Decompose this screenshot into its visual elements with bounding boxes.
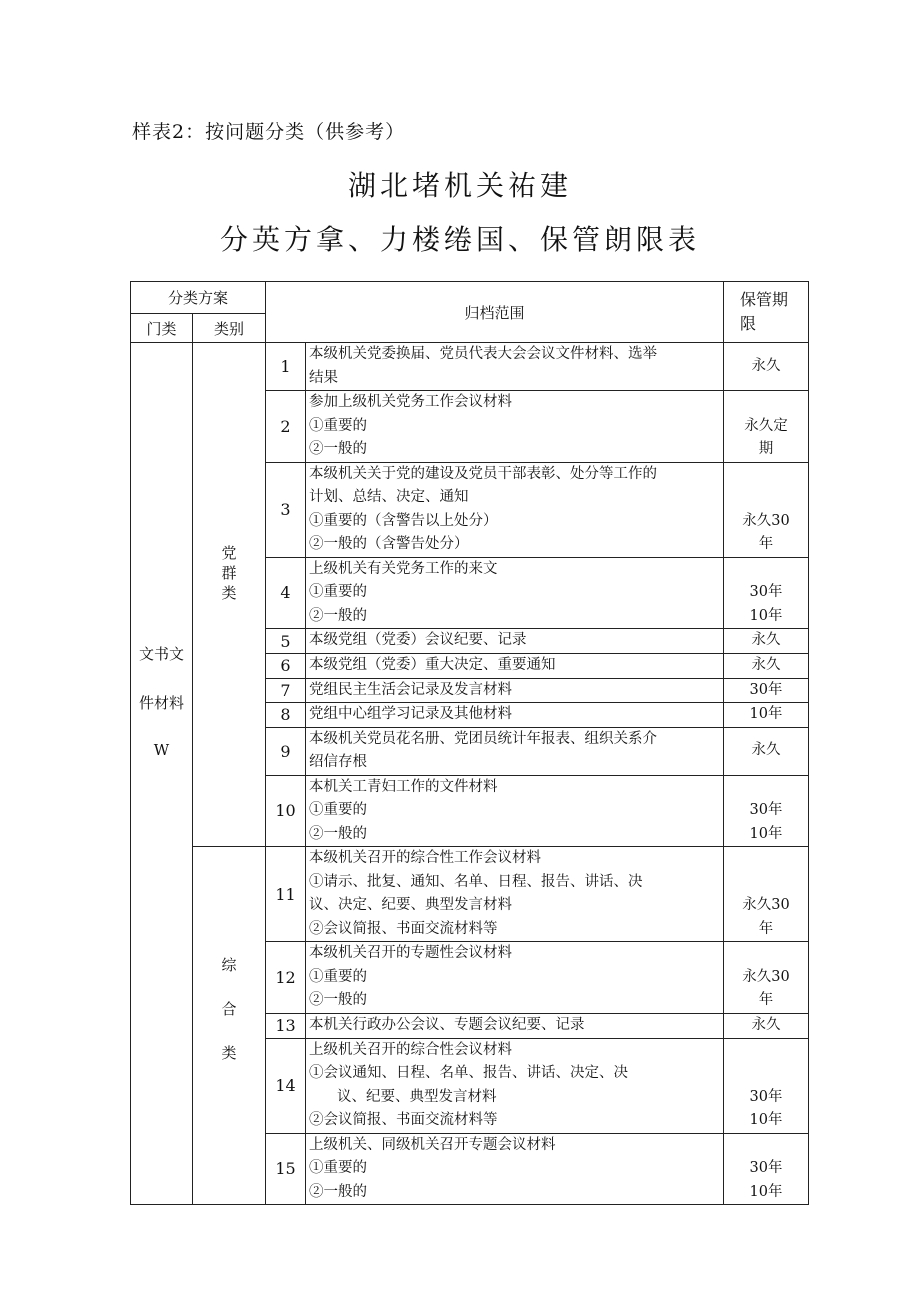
archive-range-cell <box>306 1013 724 1038</box>
archive-range-cell <box>306 775 724 847</box>
row-number: 2 <box>266 391 306 463</box>
archive-range-line: 议、纪要、典型发言材料 <box>337 1088 497 1105</box>
archive-range-line: 上级机关有关党务工作的来文 <box>309 560 498 577</box>
archive-range-cell <box>306 557 724 629</box>
retention-line: 永久 <box>751 357 781 374</box>
archive-range-cell <box>306 629 724 654</box>
archive-range-line: 本级机关党员花名册、党团员统计年报表、组织关系介 <box>309 730 658 747</box>
retention-cell <box>724 678 809 703</box>
archive-range-cell <box>306 942 724 1014</box>
retention-line: 30年 <box>749 1160 783 1176</box>
retention-line: 30年 <box>749 584 783 600</box>
row-number: 9 <box>266 727 306 775</box>
row-number: 6 <box>266 654 306 679</box>
archive-range-line: 本级党组（党委）重大决定、重要通知 <box>309 657 556 673</box>
archive-range-line: 结果 <box>309 369 339 386</box>
category-cell <box>193 343 266 847</box>
retention-line: 永久30 <box>742 512 790 529</box>
title-line-2: 分英方拿、力楼绻国、保管朗限表 <box>219 223 700 256</box>
title-line-1: 湖北堵机关祐建 <box>347 169 572 202</box>
retention-line: 年 <box>758 992 774 1008</box>
header-door-category: 门类 <box>131 314 193 343</box>
retention-cell <box>724 391 809 463</box>
archive-range-line: ②会议简报、书面交流材料等 <box>309 920 498 937</box>
archive-range-line: ②一般的 <box>309 1183 368 1200</box>
category-char: 合 <box>221 1000 237 1018</box>
row-number: 13 <box>266 1013 306 1038</box>
archive-range-cell <box>306 703 724 728</box>
category-char: 党 <box>221 544 237 562</box>
table-row <box>131 343 809 391</box>
archive-range-line: ②一般的 <box>309 992 368 1008</box>
archive-range-line: 参加上级机关党务工作会议材料 <box>309 394 513 410</box>
archive-range-cell <box>306 678 724 703</box>
retention-cell <box>724 1133 809 1205</box>
retention-cell <box>724 703 809 728</box>
retention-line: 期 <box>758 441 774 457</box>
archive-range-line: 议、决定、纪要、典型发言材料 <box>309 897 513 913</box>
door-category-text: 件材料 <box>138 694 184 712</box>
row-number: 11 <box>266 847 306 942</box>
retention-cell <box>724 462 809 557</box>
retention-line: 永久30 <box>742 897 790 913</box>
retention-line: 永久 <box>751 657 781 673</box>
row-number: 3 <box>266 462 306 557</box>
retention-cell <box>724 942 809 1014</box>
archive-range-line: ①重要的 <box>309 802 368 818</box>
row-number: 5 <box>266 629 306 654</box>
row-number: 14 <box>266 1038 306 1133</box>
archive-range-line: ①重要的 <box>309 1160 368 1176</box>
archive-range-line: ①重要的（含警告以上处分） <box>309 512 498 529</box>
category-char: 类 <box>221 584 237 602</box>
archive-range-line: 计划、总结、决定、通知 <box>309 489 469 505</box>
header-row <box>131 282 809 314</box>
archive-range-line: 本机关行政办公会议、专题会议纪要、记录 <box>309 1016 585 1033</box>
archive-range-line: ②一般的 <box>309 825 368 842</box>
retention-line: 30年 <box>749 802 783 818</box>
archive-range-cell <box>306 1133 724 1205</box>
category-char: 类 <box>221 1044 237 1062</box>
archive-range-line: 党组中心组学习记录及其他材料 <box>309 706 513 722</box>
header-retention-line1: 保管期 <box>740 290 789 309</box>
table-body <box>131 282 809 1205</box>
retention-line: 永久 <box>751 1016 781 1033</box>
archive-range-line: ①重要的 <box>309 968 368 985</box>
caption: 样表2：按问题分类（供参考） <box>132 121 406 143</box>
row-number: 4 <box>266 557 306 629</box>
row-number: 15 <box>266 1133 306 1205</box>
door-category-text: 文书文 <box>138 645 184 663</box>
retention-line: 30年 <box>749 681 783 698</box>
archive-range-line: 绍信存根 <box>309 754 368 770</box>
header-retention <box>724 282 809 343</box>
category-char: 群 <box>221 564 237 582</box>
archive-range-line: ②一般的 <box>309 607 368 624</box>
archive-range-line: 本级党组（党委）会议纪要、记录 <box>309 632 527 648</box>
retention-line: 10年 <box>749 1112 783 1128</box>
retention-cell <box>724 343 809 391</box>
retention-cell <box>724 629 809 654</box>
retention-line: 年 <box>758 536 774 552</box>
retention-line: 永久30 <box>742 968 790 985</box>
retention-cell <box>724 775 809 847</box>
archive-range-cell <box>306 343 724 391</box>
archive-range-line: ②一般的 <box>309 441 368 457</box>
archive-range-line: ①重要的 <box>309 584 368 600</box>
header-retention-line2: 限 <box>740 314 757 333</box>
retention-cell <box>724 654 809 679</box>
category-char: 综 <box>221 956 237 974</box>
archive-range-line: 本级机关召开的综合性工作会议材料 <box>309 850 542 866</box>
retention-line: 10年 <box>749 706 783 722</box>
table-row <box>131 847 809 942</box>
archive-range-line: 党组民主生活会记录及发言材料 <box>309 681 513 698</box>
retention-cell <box>724 847 809 942</box>
retention-line: 10年 <box>749 607 783 624</box>
archive-range-line: 本级机关召开的专题性会议材料 <box>309 945 513 961</box>
archive-range-cell <box>306 391 724 463</box>
archive-range-line: ②一般的（含警告处分） <box>309 536 469 552</box>
archive-range-cell <box>306 1038 724 1133</box>
archive-range-line: 上级机关召开的综合性会议材料 <box>309 1041 513 1058</box>
archive-range-line: 上级机关、同级机关召开专题会议材料 <box>309 1136 556 1153</box>
retention-cell <box>724 727 809 775</box>
retention-line: 永久 <box>751 632 781 649</box>
retention-cell <box>724 1038 809 1133</box>
header-archive-range: 归档范围 <box>266 282 724 343</box>
retention-cell <box>724 557 809 629</box>
archive-range-line: ①重要的 <box>309 417 368 434</box>
archive-range-line: ②会议简报、书面交流材料等 <box>309 1112 498 1128</box>
archive-range-line: ①会议通知、日程、名单、报告、讲话、决定、决 <box>309 1065 629 1081</box>
archive-range-cell <box>306 654 724 679</box>
retention-line: 永久定 <box>744 417 788 434</box>
archive-range-line: ①请示、批复、通知、名单、日程、报告、讲话、决 <box>309 873 643 890</box>
row-number: 8 <box>266 703 306 728</box>
retention-line: 30年 <box>749 1088 783 1105</box>
door-category-cell <box>131 343 193 1205</box>
retention-cell <box>724 1013 809 1038</box>
archive-range-line: 本级机关关于党的建设及党员干部表彰、处分等工作的 <box>309 465 658 482</box>
archive-range-cell <box>306 462 724 557</box>
header-category: 类别 <box>193 314 266 343</box>
row-number: 7 <box>266 678 306 703</box>
door-category-text: W <box>153 741 170 759</box>
retention-line: 永久 <box>751 742 781 759</box>
archive-range-line: 本级机关党委换届、党员代表大会会议文件材料、选举 <box>309 346 658 362</box>
header-scheme: 分类方案 <box>131 282 266 314</box>
archive-range-cell <box>306 847 724 942</box>
archive-range-cell <box>306 727 724 775</box>
row-number: 1 <box>266 343 306 391</box>
row-number: 10 <box>266 775 306 847</box>
archive-range-line: 本机关工青妇工作的文件材料 <box>309 778 498 795</box>
classification-table <box>130 281 809 1205</box>
retention-line: 年 <box>758 920 774 937</box>
row-number: 12 <box>266 942 306 1014</box>
retention-line: 10年 <box>749 825 783 842</box>
retention-line: 10年 <box>749 1183 783 1200</box>
category-cell <box>193 847 266 1205</box>
